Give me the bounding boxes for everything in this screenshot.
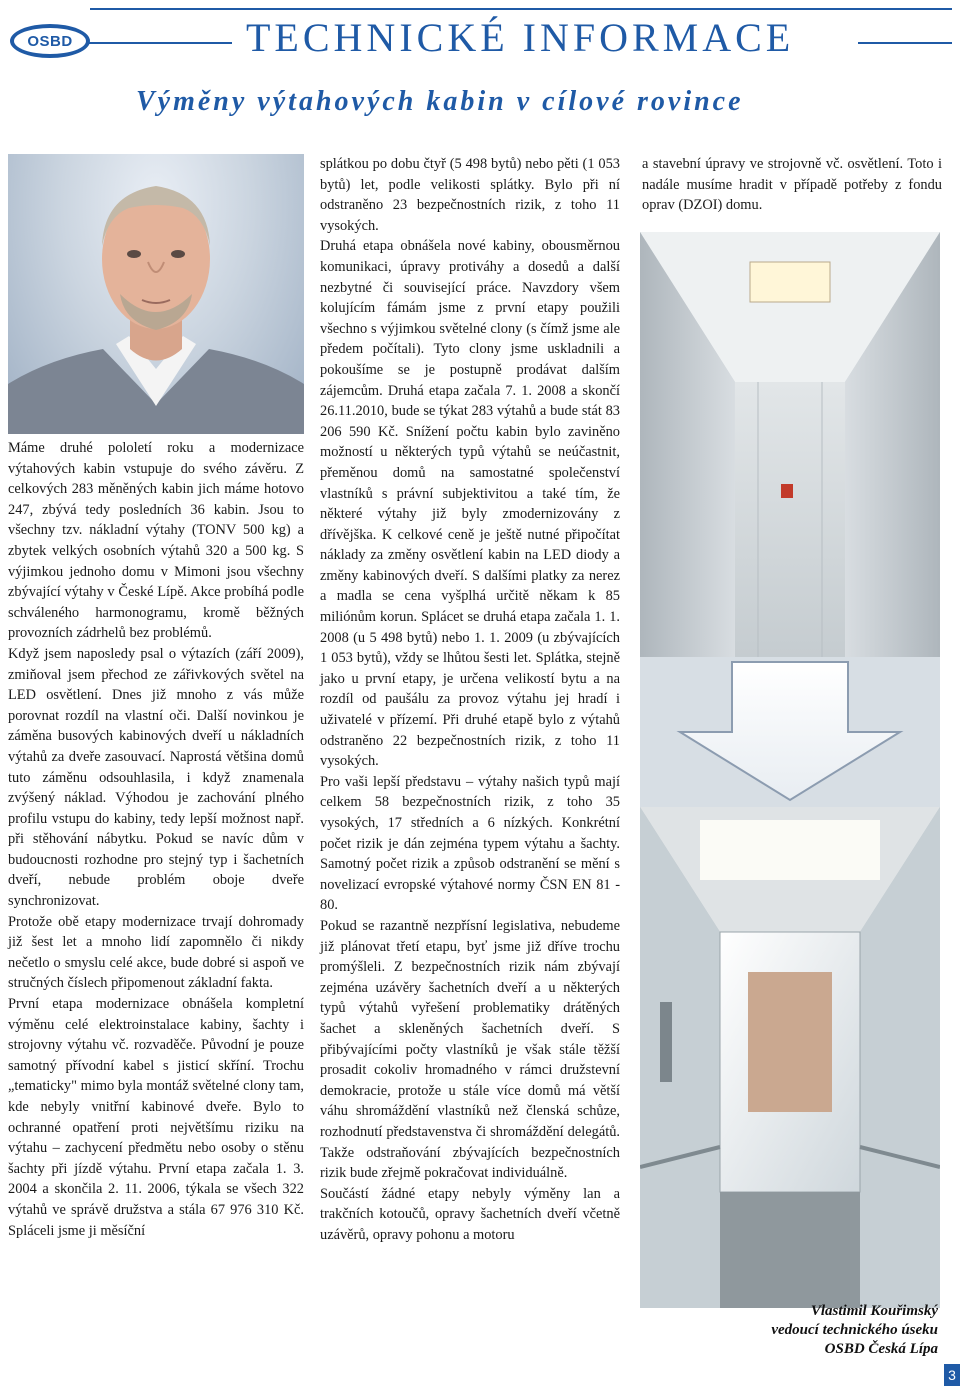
elevator-before-after-illustration bbox=[640, 232, 940, 1308]
author-signature bbox=[700, 1302, 938, 1359]
article-column-2 bbox=[320, 154, 620, 1245]
article-column-3 bbox=[642, 154, 942, 216]
elevator-cabin-photos bbox=[640, 232, 940, 1308]
header-rule-left bbox=[74, 42, 232, 44]
author-name: Vlastimil Kouřimský bbox=[810, 1303, 938, 1319]
author-position: vedoucí technického úseku bbox=[771, 1322, 938, 1338]
article-paragraph: a stavební úpravy ve strojovně vč. osvětlení. Toto i nadále musíme hradit v případě potřeby z fondu oprav (DZOI) domu. bbox=[642, 156, 942, 214]
page-number: 3 bbox=[944, 1364, 960, 1386]
author-portrait-photo bbox=[8, 154, 304, 434]
article-paragraph: Pokud se razantně nezpřísní legislativa, nebudeme již plánovat třetí etapu, byť jsme již dříve trochu promýšleli. Z bezpečnostních rizik nám zbývají zejména uzávěry šachetních dveří a u některých typů výtahů vyřešení problematiky drátěných šachet a skleněných šachetních dveří. S přibývajícími počty vlastníků je však stále těžší prosadit cokoliv hromadného v rámci družstevní demokracie, protože u stále více domů má větší váhu shromáždění vlastníků než členská schůze, rozhodnutí představenstva či shromáždění delegátů. Takže odstraňování zbývajících bezpečnostních rizik bude zřejmě pokračovat individuálně. bbox=[320, 917, 620, 1182]
article-headline: Výměny výtahových kabin v cílové rovince bbox=[136, 86, 744, 117]
article-paragraph: Součástí žádné etapy nebyly výměny lan a trakčních kotoučů, opravy šachetních dveří včetně uzávěrů, opravy pohonu a motoru bbox=[320, 1185, 620, 1243]
article-column-1 bbox=[8, 438, 304, 1241]
article-paragraph: První etapa modernizace obnášela kompletní výměnu celé elektroinstalace kabiny, šachty i strojovny výtahu vč. rozvaděče. Původní je pouze samotný přívodní kabel s jisticí skříní. Trochu „tematicky" mimo byla montáž světelné clony tam, kde nebyly vnitřní kabinové dveře. Bylo to ochranné opatření proti největšímu riziku na výtahu – zachycení předmětu nebo osoby o stěnu šachty při jízdě výtahu. První etapa začala 1. 3. 2004 a skončila 2. 11. 2006, týkala se všech 322 výtahů ve správě družstva a stála 67 976 310 Kč. Spláceli jsme ji měsíční bbox=[8, 996, 304, 1239]
article-paragraph: splátkou po dobu čtyř (5 498 bytů) nebo pěti (1 053 bytů) let, podle velikosti splátky. Bylo při ní odstraněno 23 bezpečnostních rizik, z toho 11 vysokých. bbox=[320, 156, 620, 234]
article-paragraph: Druhá etapa obnášela nové kabiny, obousměrnou komunikaci, úpravy protiváhy a dosedů a další nezbytné či související práce. Navzdory všem kolujícím fámám jsme z první etapy použili všechno s výjimkou světelné clony (s čímž jsme ale předem počítali). Tyto clony jsme uskladnili a pokoušíme se je postupně prodávat dalším zájemcům. Druhá etapa začala 7. 1. 2008 a skončí 26.11.2010, bude se týkat 283 výtahů a bude stát 83 206 590 Kč. Snížení počtu kabin bylo zaviněno možností u některých typů výtahů se neúčastnit, přeměnou domů na samostatné společenství vlastníků s právní subjektivitou a také tím, že některé výtahy již byly zmodernizovány z dřívějška. K celkové ceně je ještě nutné připočítat náklady za změny osvětlení kabin na LED diody a změny kabinových dveří. S dalšími platky za nerez a madla se cena vyšplhá určitě někam k 85 miliónům korun. Splácet se druhá etapa začala 1. 1. 2008 (u 5 498 bytů) nebo 1. 1. 2009 (u zbývajících 1 053 bytů), vždy se lhůtou šesti let. Splátka, stejně jako u první etapy, je určena velikostí bytu a na rozdíl od paušálu za provoz výtahu jej hradí i uživatelé v přízemí. Při druhé etapě bylo z výtahů odstraněno 22 bezpečnostních rizik, z toho 11 vysokých. bbox=[320, 238, 620, 770]
author-organization: OSBD Česká Lípa bbox=[824, 1341, 938, 1357]
header-rule-top bbox=[90, 8, 952, 10]
article-paragraph: Když jsem naposledy psal o výtazích (září 2009), zmiňoval jsem přechod ze zářivkových světel na LED osvětlení. Dnes již mnoho z vás může porovnat rozdíl na vlastní oči. Další novinkou je záměna busových kabinových dveří u nákladních výtahů za dveře zasouvací. Naprostá většina domů tuto záměnu odsouhlasila, i když znamenala zvýšený náklad. Výhodou je zachování plného profilu vstupu do kabiny, tedy lepší možnost např. při stěhování nábytku. Pokud se navíc dům v budoucnosti rozhodne pro stejný typ i šachetních dveří, nebude problém oboje dveře synchronizovat. bbox=[8, 645, 304, 910]
article-paragraph: Pro vaši lepší představu – výtahy našich typů mají celkem 58 bezpečnostních rizik, z toho 35 vysokých, 17 středních a 6 nízkých. Konkrétní počet rizik je dán zejména typem výtahu a šachty. Samotný počet rizik a způsob odstranění se mění s novelizací evropské výtahové normy ČSN EN 81 - 80. bbox=[320, 773, 620, 914]
portrait-illustration bbox=[8, 154, 304, 434]
article-paragraph: Máme druhé pololetí roku a modernizace výtahových kabin vstupuje do svého závěru. Z celkových 283 měněných kabin jich máme hotovo 247, zbývá tedy posledních 36 kabin. Jsou to všechny tzv. nákladní výtahy (TONV 500 kg) a zbytek velkých osobních výtahů 320 a 500 kg. S výjimkou jednoho domu v Mimoni jsou všechny zbývající výtahy v České Lípě. Akce probíhá podle schváleného harmonogramu, kromě běžných provozních zádrhelů bez problémů. bbox=[8, 440, 304, 642]
logo-text: OSBD bbox=[27, 33, 73, 50]
article-paragraph: Protože obě etapy modernizace trvají dohromady již šest let a mnoho lidí zapomnělo či nikdy nečetlo o smyslu celé akce, bude dobré si aspoň ve stručných číslech připomenout základní fakta. bbox=[8, 913, 304, 992]
page-header bbox=[0, 0, 960, 80]
osbd-logo bbox=[10, 24, 90, 58]
header-rule-right bbox=[858, 42, 952, 44]
section-title: TECHNICKÉ INFORMACE bbox=[246, 15, 795, 60]
